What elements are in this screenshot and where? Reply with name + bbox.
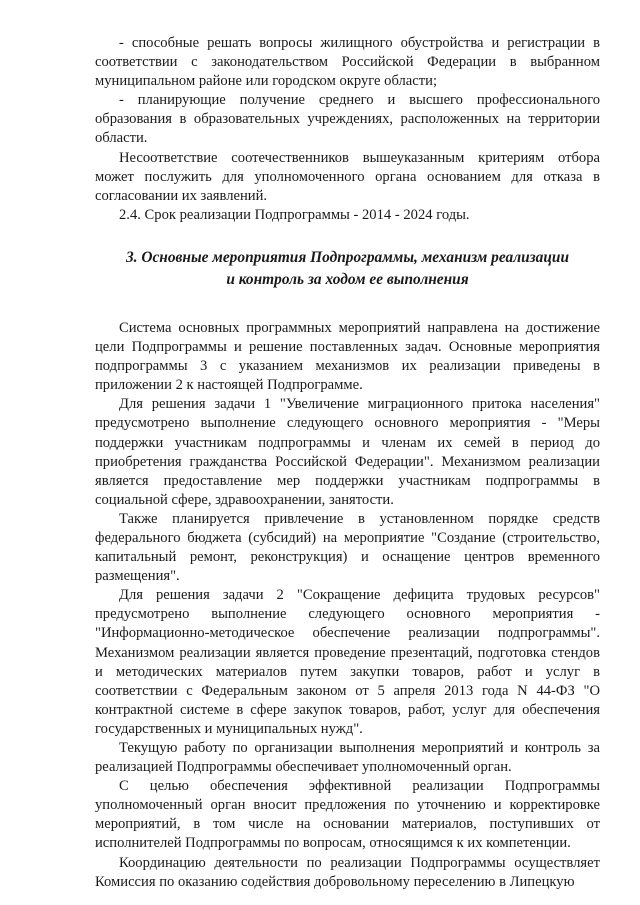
paragraph-criteria-housing: - способные решать вопросы жилищного обустройства и регистрации в соответствии с законодательством Российской Федерации в выбранном муниципальном районе или городском округе области;: [95, 35, 600, 90]
paragraph-effectiveness: С целью обеспечения эффективной реализации Подпрограммы уполномоченный орган вносит предложения по уточнению и корректировке мероприятий, в том числе на основании материалов, поступивших от исполнителей Подпрограммы по вопросам, относящимся к их компетенции.: [95, 778, 600, 852]
paragraph-implementation-period: 2.4. Срок реализации Подпрограммы - 2014 - 2024 годы.: [119, 206, 470, 223]
section-heading-line-2: и контроль за ходом ее выполнения: [226, 270, 469, 288]
spacer: [95, 291, 600, 319]
paragraph-task-1: Для решения задачи 1 "Увеличение миграционного притока населения" предусмотрено выполнение следующего основного мероприятия - "Меры поддержки участникам подпрограммы и членам их семей в период до приобретения гражданства Российской Федерации". Механизмом реализации является предоставление мер поддержки участникам подпрограммы в социальной сфере, здравоохранении, занятости.: [95, 396, 600, 508]
paragraph-current-work: Текущую работу по организации выполнения мероприятий и контроль за реализацией Подпрограммы обеспечивает уполномоченный орган.: [95, 740, 600, 776]
paragraph-task-2: Для решения задачи 2 "Сокращение дефицита трудовых ресурсов" предусмотрено выполнение следующего основного мероприятия - "Информационно-методическое обеспечение реализации подпрограммы". Механизмом реализации является проведение презентаций, подготовка стендов и методических материалов путем закупки товаров, работ и услуг в соответствии с Федеральным законом от 5 апреля 2013 года N 44-ФЗ "О контрактной системе в сфере закупок товаров, работ, услуг для обеспечения государственных и муниципальных нужд".: [95, 587, 600, 737]
spacer: [95, 225, 600, 247]
paragraph-criteria-mismatch: Несоответствие соотечественников вышеуказанным критериям отбора может послужить для уполномоченного органа основанием для отказа в согласовании их заявлений.: [95, 149, 600, 204]
paragraph-coordination: Координацию деятельности по реализации Подпрограммы осуществляет Комиссия по оказанию содействия добровольному переселению в Липецкую: [95, 854, 600, 890]
paragraph-criteria-education: - планирующие получение среднего и высшего профессионального образования в образовательных учреждениях, расположенных на территории области.: [95, 92, 600, 147]
paragraph-system-of-measures: Система основных программных мероприятий направлена на достижение цели Подпрограммы и решение поставленных задач. Основные мероприятия подпрограммы 3 с указанием механизмов их реализации приведены в приложении 2 к настоящей Подпрограмме.: [95, 319, 600, 394]
paragraph-federal-funding: Также планируется привлечение в установленном порядке средств федерального бюджета (субсидий) на мероприятие "Создание (строительство, капитальный ремонт, реконструкция) и оснащение центров временного размещения".: [95, 510, 600, 585]
section-heading-line-1: 3. Основные мероприятия Подпрограммы, механизм реализации: [125, 248, 570, 266]
document-page: [95, 34, 600, 892]
